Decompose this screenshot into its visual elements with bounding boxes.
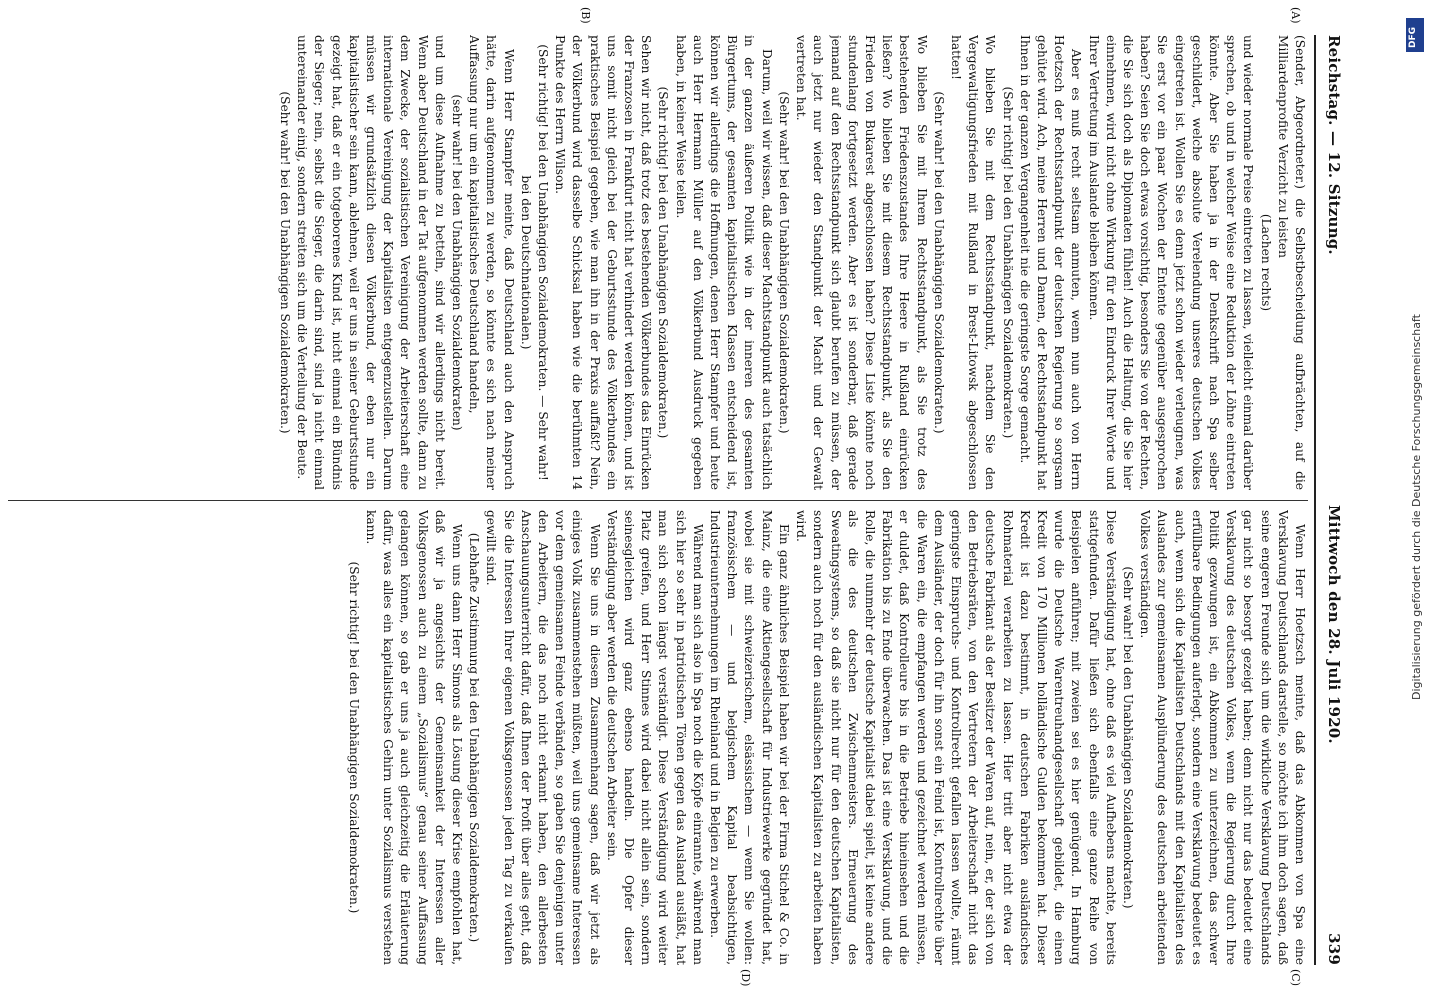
- interjection: (Lebhafte Zustimmung bei den Unabhängigen Sozialdemokraten.): [467, 532, 482, 943]
- running-head: [1316, 35, 1352, 965]
- margin-letter-d: (D): [739, 969, 752, 987]
- dfg-logo: [1406, 18, 1424, 52]
- paragraph: Ein ganz ähnliches Beispiel haben wir bei der Firma Stichel & Co. in Mainz, die eine Aktiengesellschaft für Industriewerke gegründet hat, wobei sie mit schweizerischem, elsässischem — wenn Sie wollen: französischem — und belgischem Kapital beabsichtigen, Industrieunternehmungen im Rheinland und in Belgien zu erwerben.: [708, 510, 791, 965]
- paragraph: Wo blieben Sie mit Ihrem Rechtsstandpunkt, als Sie trotz des bestehenden Friedenszustandes Ihre Heere in Rußland einrücken ließen? Wo blieben Sie mit diesem Rechtsstandpunkt, als Sie den Frieden von Bukarest abgeschlossen haben? Diese Liste könnte noch stundenlang fortgesetzt werden. Aber es ist sonderbar, daß gerade jemand auf den Rechtsstandpunkt sich glaubt berufen zu müssen, der auch jetzt nur wieder den Standpunkt der Macht und der Gewalt vertreten hat.: [794, 35, 929, 490]
- paragraph: Sehen wir nicht, daß trotz des bestehenden Völkerbundes das Einrücken der Franzosen in Frankfurt nicht hat verhindert werden können, und ist uns somit nicht gleich bei der Geburtsstunde des Völkerbundes ein praktisches Beispiel gegeben, wie man ihn in der Praxis auffaßt? Nein, der Völkerbund wird dasselbe Schicksal haben wie die berühmten 14 Punkte des Herrn Wilson.: [553, 35, 654, 490]
- paragraph: Darum, weil wir wissen, daß dieser Machtstandpunkt auch tatsächlich in der ganzen äußeren Politik wie in der inneren des gesamten Bürgertums, der gesamten kapitalistischen Klassen entscheidend ist, können wir allerdings die Hoffnungen, denen Herr Stampfer und heute auch Herr Hermann Müller auf den Völkerbund Ausdruck gegeben haben, in keiner Weise teilen.: [673, 35, 774, 490]
- interjection: (Sehr wahr! bei den Unabhängigen Sozialdemokraten.): [776, 91, 791, 434]
- paragraph: Wenn Sie uns in diesem Zusammenhang sagen, daß wir jetzt als einiges Volk zusammenstehen müßten, weil uns gemeinsame Interessen vor dem gemeinsamen Feinde verbänden, so gaben Sie denjenigen unter den Arbeitern, die das noch nicht erkannt haben, den allerbesten Anschauungsunterricht dafür, daß Ihnen der Profit über alles geht, daß Sie die Interessen Ihrer eigenen Volksgenossen jeden Tag zu verkaufen gewillt sind.: [484, 510, 602, 965]
- interjection: (Sehr richtig! bei den Unabhängigen Sozialdemokraten.): [346, 561, 361, 914]
- paragraph: Wenn Herr Stampfer meinte, daß Deutschland auch den Anspruch hätte, darin aufgenommen zu werden, so könnte es sich nach meiner Auffassung nur um ein kapitalistisches Deutschland handeln,: [467, 35, 516, 490]
- rotated-page: [0, 7, 1352, 987]
- dfg-logo-text: DFG: [1408, 26, 1418, 48]
- text-column-right: [8, 510, 1308, 965]
- paragraph: und um diese Aufnahme zu betteln, sind wir allerdings nicht bereit. Wenn aber Deutschland in der Tat aufgenommen werden sollte, dann zu dem Zwecke, der sozialistischen Vereinigung der Arbeiterschaft eine internationale Vereinigung der Kapitalisten entgegenzustellen. Darum müssen wir grundsätzlich diesen Völkerbund, der eben nur ein kapitalistischer sein kann, ablehnen, weil er uns in seiner Geburtsstunde gezeigt hat, daß er ein totgeborenes Kind ist, nicht einmal ein Bündnis der Sieger; nein, selbst die Sieger, die darin sind, sind ja nicht einmal untereinander einig, sondern streiten sich um die Verteilung der Beute.: [295, 35, 447, 490]
- paragraph: Während man sich also in Spa noch die Köpfe einrannte, während man sich hier so sehr in patriotischen Tönen gegen das Ausland ausläßt, hat man sich schon längst verständigt. Diese Verständigung wird weiter Platz greifen, und Herr Stinnes wird dabei nicht allein sein, sondern seinesgleichen wird ganz ebenso handeln. Die Opfer dieser Verständigung aber werden die deutschen Arbeiter sein.: [604, 510, 705, 965]
- interjection: (sehr wahr! bei den Unabhängigen Sozialdemokraten): [450, 94, 465, 431]
- paragraph: Diese Verständigung hat, ohne daß es viel Aufhebens machte, bereits stattgefunden. Dafür ließen sich ebenfalls eine ganze Reihe von Beispielen anführen; mit zweien sei es hier genügend. In Hamburg wurde die Deutsche Warentreuhandgesellschaft gebildet, die einen Kredit von 170 Millionen holländische Gulden bekommen hat. Dieser Kredit ist dazu bestimmt, in deutschen Fabriken ausländisches Rohmaterial verarbeiten zu lassen. Hier tritt aber nicht etwa der deutsche Fabrikant als der Besitzer der Waren auf, nein, er, der sich von den Betriebsräten, von den Vertretern der Arbeiterschaft nicht das geringste Einspruchs- und Kontrollrecht gefallen lassen wollte, räumt dem Ausländer, der doch für ihn sonst ein Feind ist, Kontrollrechte über die Waren ein, die empfangen werden und gezeichnet werden müssen, er duldet, daß Kontrolleure bis in die Betriebe hineinsehen und die Fabrikation bis zu Ende überwachen. Das ist eine Versklavung, und die Rolle, die nunmehr der deutsche Kapitalist dabei spielt, ist keine andere als die des deutschen Zwischenmeisters. Erneuerung des Sweatingsystems, so daß sie nicht nur für den deutschen Kapitalisten, sondern auch noch für den ausländischen Kapitalisten zu arbeiten haben wird.: [794, 510, 1118, 965]
- column-divider: [8, 500, 1308, 501]
- interjection: (Sehr wahr! bei den Unabhängigen Sozialdemokraten.): [931, 91, 946, 434]
- interjection: (Sehr richtig! bei den Unabhängigen Sozialdemokraten. — Sehr wahr! bei den Deutschnationalen.): [518, 44, 551, 481]
- margin-letter-b: (B): [579, 7, 592, 24]
- page-number: 339: [1325, 933, 1343, 965]
- funding-note: [1404, 10, 1430, 710]
- header-rule: [1314, 35, 1316, 965]
- paragraph: Wenn uns dann Herr Simons als Lösung dieser Krise empfohlen hat, daß wir ja angesichts der Gemeinsamkeit der Interessen aller Volksgenossen auch zu einem „Sozialismus“ genau seiner Auffassung gelangen können, so gab er uns ja auch gleichzeitig die Erläuterung dafür, was alles ein kapitalistisches Gehirn unter Sozialismus verstehen kann.: [364, 510, 465, 965]
- paragraph: und wieder normale Preise eintreten zu lassen, vielleicht einmal darüber sprechen, ob und in welcher Weise eine Reduktion der Löhne eintreten könnte. Aber Sie haben ja in der Denkschrift nach Spa selber geschildert, welche absolute Verelendung unseres deutschen Volkes eingetreten ist. Wollen Sie es denn jetzt schon wieder verleugnen, was Sie erst vor ein paar Wochen der Entente gegenüber ausgesprochen haben? Seien Sie doch etwas vorsichtig, besonders Sie von der Rechten, die Sie sich doch als Diplomaten fühlen! Auch die Haltung, die Sie hier einnehmen, wird nicht ohne Wirkung für den Eindruck Ihrer Worte und Ihrer Vertretung im Auslande bleiben können.: [1086, 35, 1256, 490]
- interjection: (Sehr richtig! bei den Unabhängigen Sozialdemokraten.): [1000, 86, 1015, 439]
- interjection: (Sehr wahr! bei den Unabhängigen Sozialdemokraten.): [278, 91, 293, 434]
- date-heading: Mittwoch den 28. Juli 1920.: [1325, 505, 1343, 744]
- margin-letter-a: (A): [1289, 7, 1302, 24]
- interjection: (Sehr richtig! bei den Unabhängigen Sozialdemokraten.): [656, 86, 671, 439]
- text-column-left: [8, 35, 1308, 490]
- paragraph: Aber es muß recht seltsam anmuten, wenn nun auch von Herrn Hoetzsch der Rechtsstandpunkt der deutschen Regierung so sorgsam gehütet wird. Ach, meine Herren und Damen, der Rechtsstandpunkt hat Ihnen in der ganzen Vergangenheit nie die geringste Sorge gemacht.: [1017, 35, 1084, 490]
- margin-letter-c: (C): [1289, 969, 1302, 986]
- interjection: (Sehr wahr! bei den Unabhängigen Sozialdemokraten.): [1120, 566, 1135, 909]
- paragraph: Wo blieben Sie mit dem Rechtsstandpunkt, nachdem Sie den Vergewaltigungsfrieden mit Rußland in Brest-Litowsk abgeschlossen hatten!: [948, 35, 998, 490]
- funding-note-text: Digitalisierung gefördert durch die Deutsche Forschungsgemeinschaft: [1410, 314, 1423, 700]
- session-heading: Reichstag. — 12. Sitzung.: [1325, 35, 1343, 255]
- paragraph: (Sender, Abgeordneter.) die Selbstbescheidung aufbrächten, auf die Milliardenprofite Verzicht zu leisten: [1275, 35, 1307, 490]
- paragraph: Wenn Herr Hoetzsch meinte, daß das Abkommen von Spa eine Versklavung Deutschlands darstelle, so möchte ich ihm doch sagen, daß seine engeren Freunde sich um die wirkliche Versklavung Deutschlands gar nicht so besorgt gezeigt haben; denn nicht nur das bedeutet eine Versklavung des deutschen Volkes, wenn die Regierung durch Ihre Politik gezwungen ist, ein Abkommen zu unterzeichnen, das schwer erfüllbare Bedingungen auferlegt, sondern eine Versklavung bedeutet es auch, wenn sich die Kapitalisten Deutschlands mit den Kapitalisten des Auslandes zur gemeinsamen Ausplünderung des deutschen arbeitenden Volkes verständigen.: [1138, 510, 1307, 965]
- interjection: (Lachen rechts): [1258, 213, 1273, 312]
